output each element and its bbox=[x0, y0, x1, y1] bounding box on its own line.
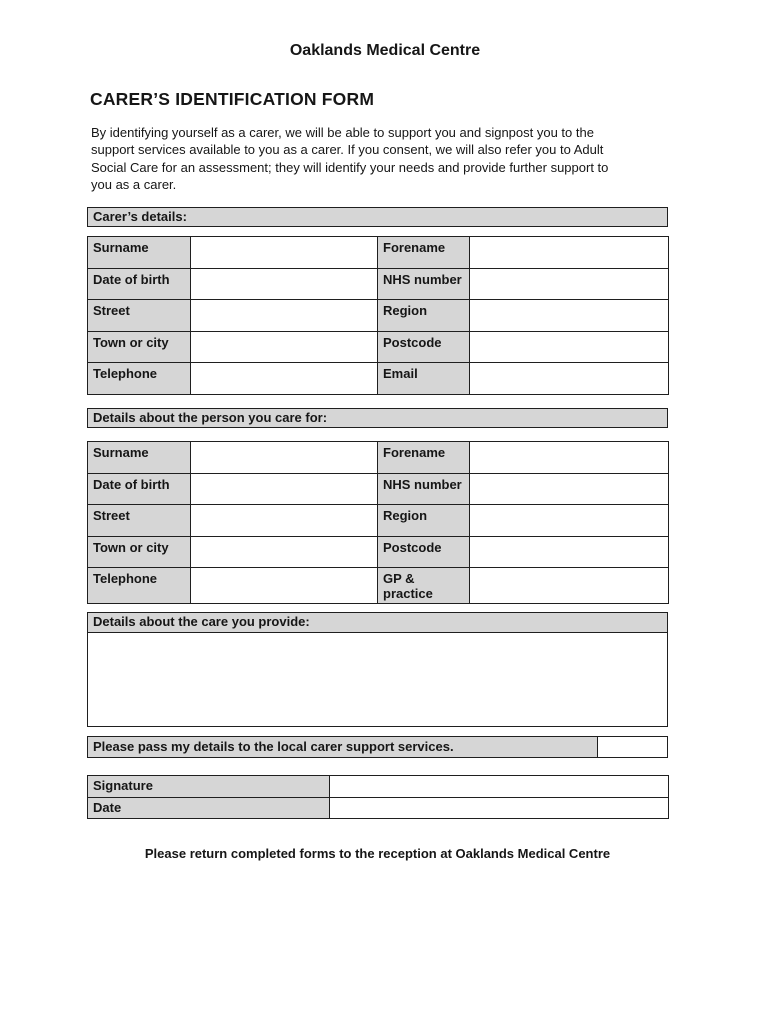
date-field[interactable] bbox=[330, 797, 669, 819]
table-row bbox=[88, 797, 669, 819]
carer-forename-field[interactable] bbox=[470, 237, 669, 269]
person-town-field[interactable] bbox=[191, 536, 378, 568]
carer-nhs-number-field[interactable] bbox=[470, 268, 669, 300]
person-town-label: Town or city bbox=[88, 536, 191, 568]
carer-nhs-number-label: NHS number bbox=[378, 268, 470, 300]
table-row bbox=[88, 536, 669, 568]
person-details-table bbox=[87, 441, 669, 604]
carer-town-field[interactable] bbox=[191, 331, 378, 363]
table-row bbox=[88, 473, 669, 505]
person-telephone-label: Telephone bbox=[88, 568, 191, 604]
carer-street-label: Street bbox=[88, 300, 191, 332]
table-row bbox=[88, 268, 669, 300]
person-gp-practice-field[interactable] bbox=[470, 568, 669, 604]
person-telephone-field[interactable] bbox=[191, 568, 378, 604]
carer-region-label: Region bbox=[378, 300, 470, 332]
return-instructions: Please return completed forms to the reception at Oaklands Medical Centre bbox=[144, 846, 611, 861]
carer-street-field[interactable] bbox=[191, 300, 378, 332]
signature-table bbox=[87, 775, 669, 819]
person-forename-field[interactable] bbox=[470, 442, 669, 474]
person-surname-label: Surname bbox=[88, 442, 191, 474]
form-title: CARER’S IDENTIFICATION FORM bbox=[90, 89, 375, 109]
table-row bbox=[88, 442, 669, 474]
table-row bbox=[88, 568, 669, 604]
care-provided-section-heading: Details about the care you provide: bbox=[88, 613, 667, 633]
person-forename-label: Forename bbox=[378, 442, 470, 474]
table-row bbox=[88, 776, 669, 798]
clinic-name: Oaklands Medical Centre bbox=[289, 42, 481, 59]
person-street-field[interactable] bbox=[191, 505, 378, 537]
carer-dob-label: Date of birth bbox=[88, 268, 191, 300]
person-surname-field[interactable] bbox=[191, 442, 378, 474]
carer-forename-label: Forename bbox=[378, 237, 470, 269]
person-postcode-label: Postcode bbox=[378, 536, 470, 568]
signature-field[interactable] bbox=[330, 776, 669, 798]
intro-line: you as a carer. bbox=[91, 177, 177, 193]
person-region-field[interactable] bbox=[470, 505, 669, 537]
consent-checkbox-field[interactable] bbox=[598, 737, 667, 757]
carer-postcode-label: Postcode bbox=[378, 331, 470, 363]
consent-statement: Please pass my details to the local carer support services. bbox=[88, 737, 598, 757]
carer-dob-field[interactable] bbox=[191, 268, 378, 300]
carer-telephone-field[interactable] bbox=[191, 363, 378, 395]
care-provided-box bbox=[87, 612, 668, 727]
person-details-section-heading: Details about the person you care for: bbox=[87, 408, 668, 428]
carer-town-label: Town or city bbox=[88, 331, 191, 363]
carer-surname-field[interactable] bbox=[191, 237, 378, 269]
person-street-label: Street bbox=[88, 505, 191, 537]
table-row bbox=[88, 505, 669, 537]
table-row bbox=[88, 363, 669, 395]
person-postcode-field[interactable] bbox=[470, 536, 669, 568]
carer-details-table bbox=[87, 236, 669, 395]
consent-row bbox=[87, 736, 668, 758]
carer-details-section-heading: Carer’s details: bbox=[87, 207, 668, 227]
carer-email-label: Email bbox=[378, 363, 470, 395]
intro-line: support services available to you as a carer. If you consent, we will also refer you to Adult bbox=[91, 142, 604, 158]
person-region-label: Region bbox=[378, 505, 470, 537]
carer-region-field[interactable] bbox=[470, 300, 669, 332]
intro-paragraph bbox=[91, 124, 691, 194]
person-gp-practice-label: GP & practice bbox=[378, 568, 470, 604]
intro-line: Social Care for an assessment; they will identify your needs and provide further support to bbox=[91, 159, 609, 175]
carer-telephone-label: Telephone bbox=[88, 363, 191, 395]
date-label: Date bbox=[88, 797, 330, 819]
carer-postcode-field[interactable] bbox=[470, 331, 669, 363]
care-provided-field[interactable] bbox=[88, 633, 667, 726]
person-nhs-number-label: NHS number bbox=[378, 473, 470, 505]
table-row bbox=[88, 331, 669, 363]
intro-line: By identifying yourself as a carer, we will be able to support you and signpost you to the bbox=[91, 125, 594, 140]
carer-email-field[interactable] bbox=[470, 363, 669, 395]
person-dob-label: Date of birth bbox=[88, 473, 191, 505]
carer-surname-label: Surname bbox=[88, 237, 191, 269]
signature-label: Signature bbox=[88, 776, 330, 798]
table-row bbox=[88, 300, 669, 332]
person-dob-field[interactable] bbox=[191, 473, 378, 505]
table-row bbox=[88, 237, 669, 269]
person-nhs-number-field[interactable] bbox=[470, 473, 669, 505]
